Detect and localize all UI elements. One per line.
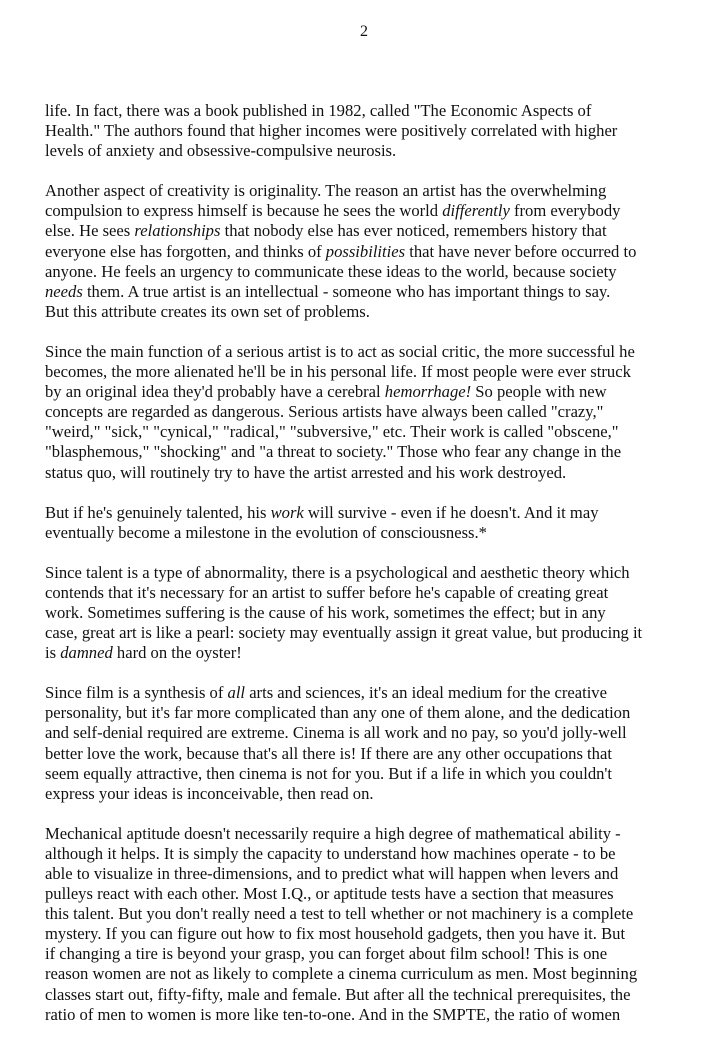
paragraph: [45, 342, 693, 483]
text-run: that nobody else has ever noticed, remembers history that: [220, 221, 607, 241]
text-run: eventually become a milestone in the evolution of consciousness.*: [45, 522, 487, 542]
paragraph: [45, 503, 693, 543]
text-run: is: [45, 643, 61, 663]
text-run: will survive - even if he doesn't. And it may: [303, 502, 599, 522]
text-run: work. Sometimes suffering is the cause of his work, sometimes the effect; but in any: [45, 602, 606, 622]
document-body: [45, 101, 693, 1045]
text-run: mystery. If you can figure out how to fix most household gadgets, then you have it. But: [45, 924, 626, 944]
text-line: [45, 242, 693, 262]
text-line: [45, 884, 693, 904]
text-line: [45, 1005, 693, 1025]
text-line: [45, 985, 693, 1005]
text-line: [45, 824, 693, 844]
text-run: life. In fact, there was a book published in 1982, called "The Economic Aspects of: [45, 101, 592, 120]
text-run: pulleys react with each other. Most I.Q., or aptitude tests have a section that measures: [45, 884, 614, 904]
text-run: Since the main function of a serious artist is to act as social critic, the more successful he: [45, 341, 635, 361]
text-run: else. He sees: [45, 221, 135, 241]
text-line: [45, 623, 693, 643]
text-run: seem equally attractive, then cinema is not for you. But if a life in which you couldn't: [45, 763, 613, 783]
text-line: [45, 101, 693, 121]
text-run: Health." The authors found that higher incomes were positively correlated with higher: [45, 121, 618, 141]
text-line: [45, 302, 693, 322]
text-line: [45, 944, 693, 964]
text-run: becomes, the more alienated he'll be in his personal life. If most people were ever struck: [45, 362, 631, 382]
text-run: that have never before occurred to: [405, 241, 637, 261]
text-run: ratio of men to women is more like ten-to-one. And in the SMPTE, the ratio of women: [45, 1004, 621, 1024]
text-line: [45, 362, 693, 382]
text-line: [45, 282, 693, 302]
text-run: everyone else has forgotten, and thinks of: [45, 241, 326, 261]
paragraph: [45, 563, 693, 663]
text-line: [45, 964, 693, 984]
text-line: [45, 141, 693, 161]
text-run: But this attribute creates its own set of problems.: [45, 301, 370, 321]
text-run: arts and sciences, it's an ideal medium for the creative: [245, 683, 607, 703]
text-run: them. A true artist is an intellectual - someone who has important things to say.: [82, 281, 611, 301]
text-line: [45, 463, 693, 483]
text-run: if changing a tire is beyond your grasp, you can forget about film school! This is one: [45, 944, 608, 964]
text-run: reason women are not as likely to complete a cinema curriculum as men. Most beginning: [45, 964, 638, 984]
text-run: "blasphemous," "shocking" and "a threat to society." Those who fear any change in the: [45, 442, 622, 462]
text-run: by an original idea they'd probably have a cerebral: [45, 382, 385, 402]
text-line: [45, 121, 693, 141]
text-line: [45, 262, 693, 282]
text-run: personality, but it's far more complicated than any one of them alone, and the dedication: [45, 703, 631, 723]
text-line: [45, 924, 693, 944]
text-line: [45, 603, 693, 623]
text-line: [45, 864, 693, 884]
text-run: "weird," "sick," "cynical," "radical," "subversive," etc. Their work is called "obscene,": [45, 422, 619, 442]
text-line: [45, 723, 693, 743]
text-run: Another aspect of creativity is originality. The reason an artist has the overwhelming: [45, 181, 607, 201]
italic-emphasis: damned: [60, 643, 113, 663]
paragraph: [45, 101, 693, 161]
italic-emphasis: differently: [442, 201, 510, 221]
text-run: Since talent is a type of abnormality, there is a psychological and aesthetic theory which: [45, 562, 630, 582]
text-line: [45, 181, 693, 201]
text-run: from everybody: [509, 201, 621, 221]
text-run: levels of anxiety and obsessive-compulsive neurosis.: [45, 141, 397, 161]
text-line: [45, 523, 693, 543]
text-run: case, great art is like a pearl: society may eventually assign it great value, but producing it: [45, 623, 643, 643]
text-line: [45, 563, 693, 583]
text-run: So people with new: [471, 382, 607, 402]
text-line: [45, 442, 693, 462]
text-run: contends that it's necessary for an artist to suffer before he's capable of creating great: [45, 582, 609, 602]
text-run: express your ideas is inconceivable, then read on.: [45, 783, 374, 803]
text-line: [45, 422, 693, 442]
text-line: [45, 201, 693, 221]
text-line: [45, 342, 693, 362]
text-run: classes start out, fifty-fifty, male and female. But after all the technical prerequisites, the: [45, 984, 631, 1004]
text-run: But if he's genuinely talented, his: [45, 502, 271, 522]
paragraph: [45, 683, 693, 804]
italic-emphasis: possibilities: [325, 241, 406, 261]
text-run: compulsion to express himself is because he sees the world: [45, 201, 443, 221]
text-run: better love the work, because that's all there is! If there are any other occupations that: [45, 743, 612, 763]
text-run: able to visualize in three-dimensions, and to predict what will happen when levers and: [45, 864, 619, 883]
text-run: this talent. But you don't really need a test to tell whether or not machinery is a complete: [45, 904, 634, 924]
text-line: [45, 583, 693, 603]
paragraph: [45, 181, 693, 322]
page-number: 2: [360, 23, 368, 40]
italic-emphasis: relationships: [134, 221, 221, 241]
text-line: [45, 683, 693, 703]
text-run: although it helps. It is simply the capacity to understand how machines operate - to be: [45, 843, 616, 863]
text-line: [45, 904, 693, 924]
text-line: [45, 703, 693, 723]
text-run: concepts are regarded as dangerous. Serious artists have always been called "crazy,": [45, 402, 604, 422]
paragraph: [45, 824, 693, 1025]
text-line: [45, 382, 693, 402]
text-line: [45, 744, 693, 764]
text-line: [45, 503, 693, 523]
text-line: [45, 784, 693, 804]
text-run: and self-denial required are extreme. Cinema is all work and no pay, so you'd jolly-well: [45, 723, 627, 743]
text-line: [45, 221, 693, 241]
text-run: anyone. He feels an urgency to communicate these ideas to the world, because society: [45, 261, 617, 281]
text-run: status quo, will routinely try to have the artist arrested and his work destroyed.: [45, 462, 567, 482]
italic-emphasis: hemorrhage!: [384, 382, 472, 402]
text-run: Mechanical aptitude doesn't necessarily require a high degree of mathematical ability -: [45, 823, 621, 843]
italic-emphasis: needs: [45, 281, 83, 301]
text-run: hard on the oyster!: [112, 643, 242, 663]
text-line: [45, 844, 693, 864]
text-run: Since film is a synthesis of: [45, 683, 228, 703]
italic-emphasis: all: [227, 683, 246, 703]
italic-emphasis: work: [270, 502, 304, 522]
text-line: [45, 402, 693, 422]
text-line: [45, 764, 693, 784]
text-line: [45, 643, 693, 663]
